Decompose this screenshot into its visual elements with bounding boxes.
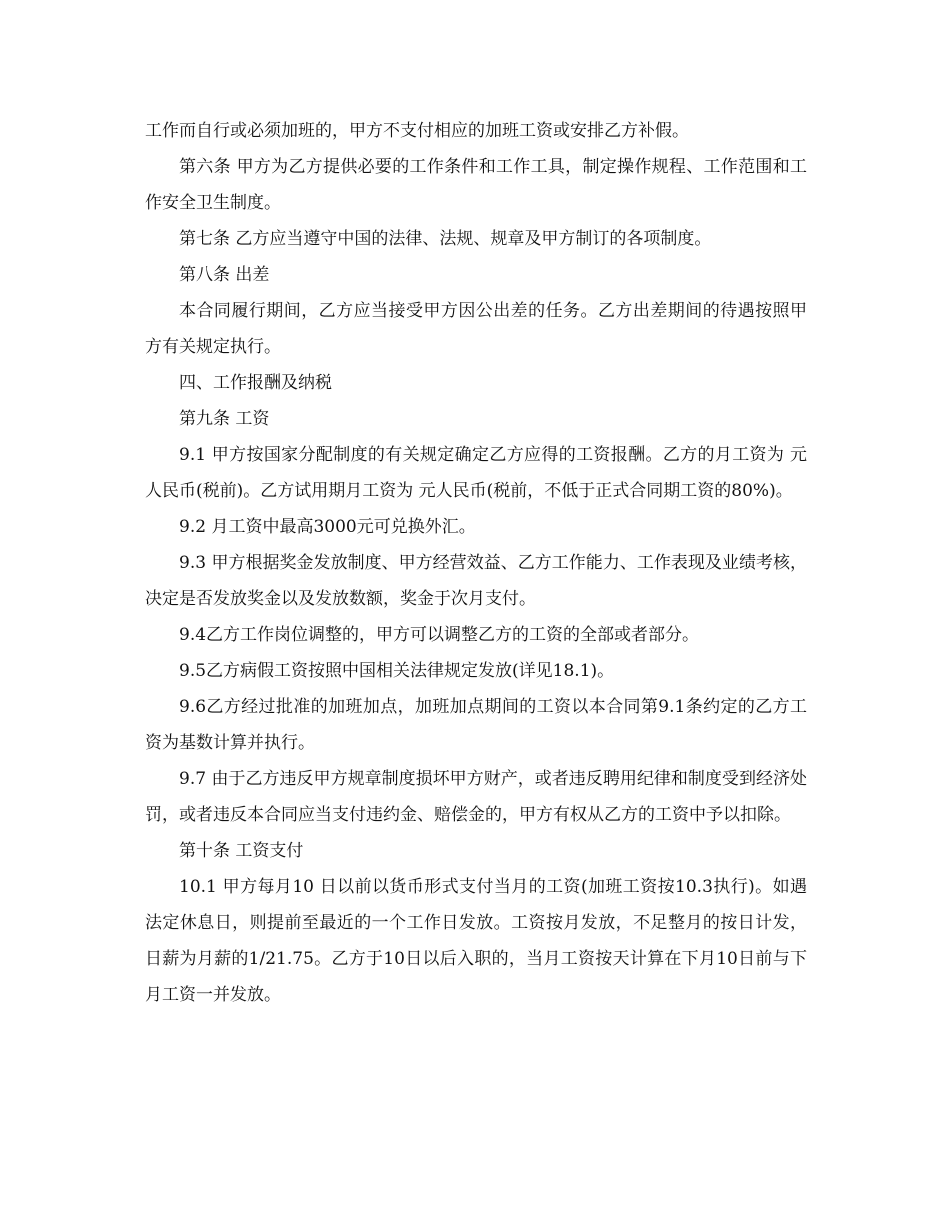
clause-9-5: 9.5乙方病假工资按照中国相关法律规定发放(详见18.1)。 (179, 661, 615, 681)
heading-article-9: 第九条 工资 (179, 409, 270, 429)
clause-9-1: 9.1 甲方按国家分配制度的有关规定确定乙方应得的工资报酬。乙方的月工资为 元人民币(税前)。乙方试用期月工资为 元人民币(税前，不低于正式合同期工资的80%)。 (145, 445, 807, 501)
paragraph-article-7: 第七条 乙方应当遵守中国的法律、法规、规章及甲方制订的各项制度。 (179, 229, 712, 249)
paragraph-article-6: 第六条 甲方为乙方提供必要的工作条件和工作工具，制定操作规程、工作范围和工作安全卫生制度。 (145, 157, 807, 213)
clause-9-4: 9.4乙方工作岗位调整的，甲方可以调整乙方的工资的全部或者部分。 (179, 625, 700, 645)
clause-9-2: 9.2 月工资中最高3000元可兑换外汇。 (179, 517, 476, 537)
paragraph-continuation: 工作而自行或必须加班的，甲方不支付相应的加班工资或安排乙方补假。 (145, 121, 689, 141)
clause-9-6: 9.6乙方经过批准的加班加点，加班加点期间的工资以本合同第9.1条约定的乙方工资为基数计算并执行。 (145, 697, 807, 753)
clause-9-3: 9.3 甲方根据奖金发放制度、甲方经营效益、乙方工作能力、工作表现及业绩考核，决定是否发放奖金以及发放数额，奖金于次月支付。 (145, 553, 807, 609)
document-body (145, 113, 807, 1013)
heading-article-10: 第十条 工资支付 (179, 841, 304, 861)
heading-article-8: 第八条 出差 (179, 265, 270, 285)
clause-9-7: 9.7 由于乙方违反甲方规章制度损坏甲方财产，或者违反聘用纪律和制度受到经济处罚，或者违反本合同应当支付违约金、赔偿金的，甲方有权从乙方的工资中予以扣除。 (145, 769, 807, 825)
section-heading-4: 四、工作报酬及纳税 (179, 373, 332, 393)
clause-10-1: 10.1 甲方每月10 日以前以货币形式支付当月的工资(加班工资按10.3执行)。如遇法定休息日，则提前至最近的一个工作日发放。工资按月发放，不足整月的按日计发，日薪为月薪的1/21.75。乙方于10日以后入职的，当月工资按天计算在下月10日前与下月工资一并发放。 (145, 877, 807, 1005)
paragraph-business-trip: 本合同履行期间，乙方应当接受甲方因公出差的任务。乙方出差期间的待遇按照甲方有关规定执行。 (145, 301, 807, 357)
